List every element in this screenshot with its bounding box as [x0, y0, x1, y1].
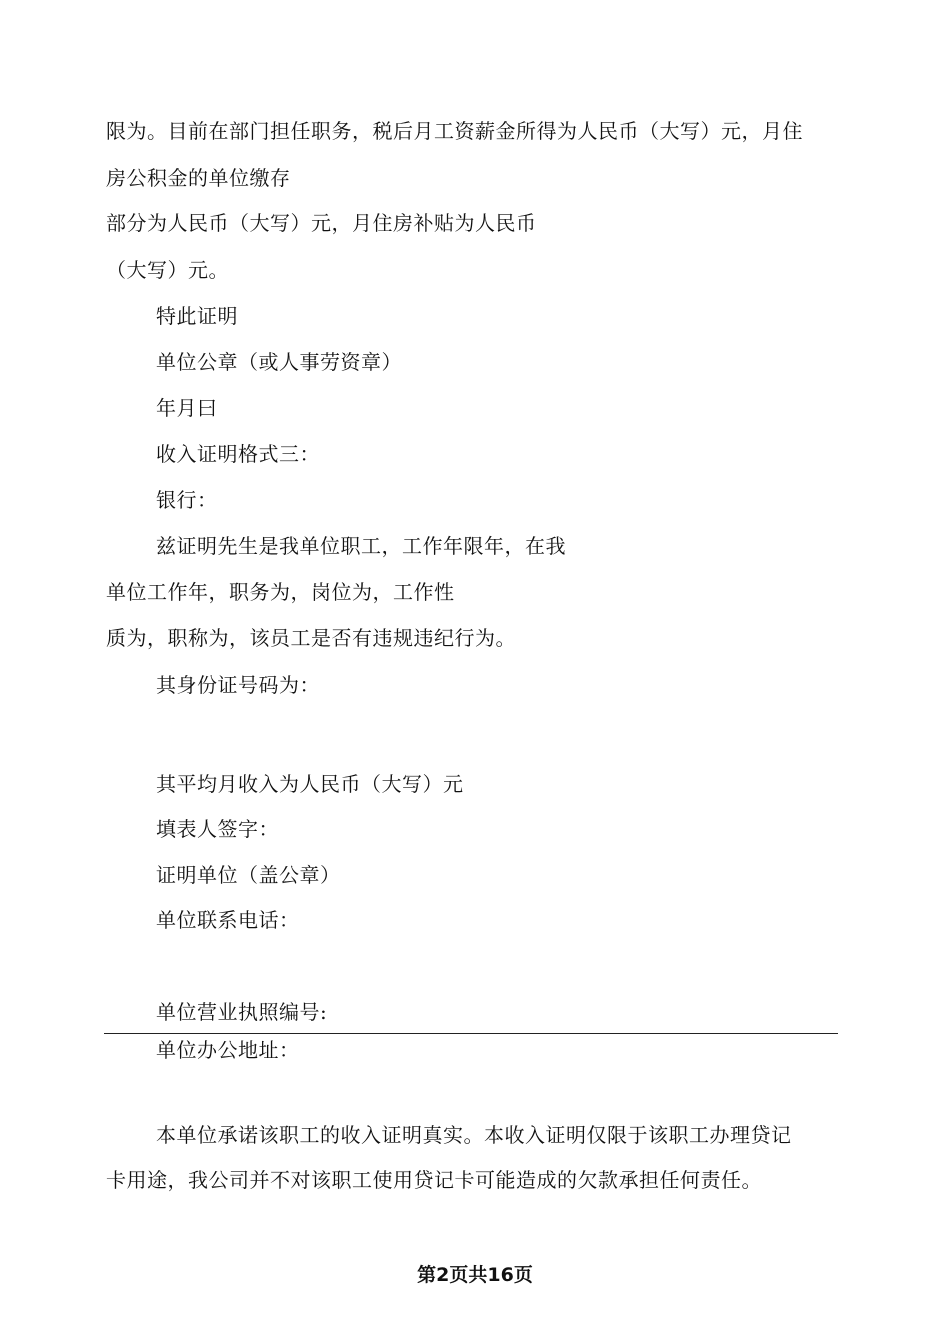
section-heading: 收入证明格式三： — [156, 442, 320, 466]
horizontal-rule — [104, 1033, 838, 1034]
paragraph-line: （大写）元。 — [106, 258, 229, 282]
paragraph-line: 兹证明先生是我单位职工，工作年限年，在我 — [156, 534, 566, 558]
income-label: 其平均月收入为人民币（大写）元 — [156, 772, 464, 796]
paragraph-line: 本单位承诺该职工的收入证明真实。本收入证明仅限于该职工办理贷记 — [156, 1123, 792, 1147]
paragraph-line: 部分为人民币（大写）元，月住房补贴为人民币 — [106, 211, 537, 235]
bank-label: 银行： — [156, 488, 218, 512]
paragraph-line: 房公积金的单位缴存 — [106, 166, 291, 190]
paragraph-line: 质为，职称为，该员工是否有违规违纪行为。 — [106, 626, 516, 650]
paragraph-line: 限为。目前在部门担任职务，税后月工资薪金所得为人民币（大写）元，月住 — [106, 119, 803, 143]
unit-phone-label: 单位联系电话： — [156, 908, 300, 932]
seal-label: 单位公章（或人事劳资章） — [156, 350, 402, 374]
paragraph-line: 单位工作年，职务为，岗位为，工作性 — [106, 580, 455, 604]
page-number: 第2页共16页 — [417, 1264, 533, 1286]
id-number-label: 其身份证号码为： — [156, 673, 320, 697]
closing-phrase: 特此证明 — [156, 304, 238, 328]
paragraph-line: 卡用途，我公司并不对该职工使用贷记卡可能造成的欠款承担任何责任。 — [106, 1168, 762, 1192]
office-address-label: 单位办公地址： — [156, 1038, 300, 1062]
business-license-label: 单位营业执照编号: — [156, 1000, 328, 1024]
certifying-unit-label: 证明单位（盖公章） — [156, 863, 341, 887]
date-label: 年月曰 — [156, 396, 218, 420]
preparer-signature-label: 填表人签字： — [156, 817, 279, 841]
